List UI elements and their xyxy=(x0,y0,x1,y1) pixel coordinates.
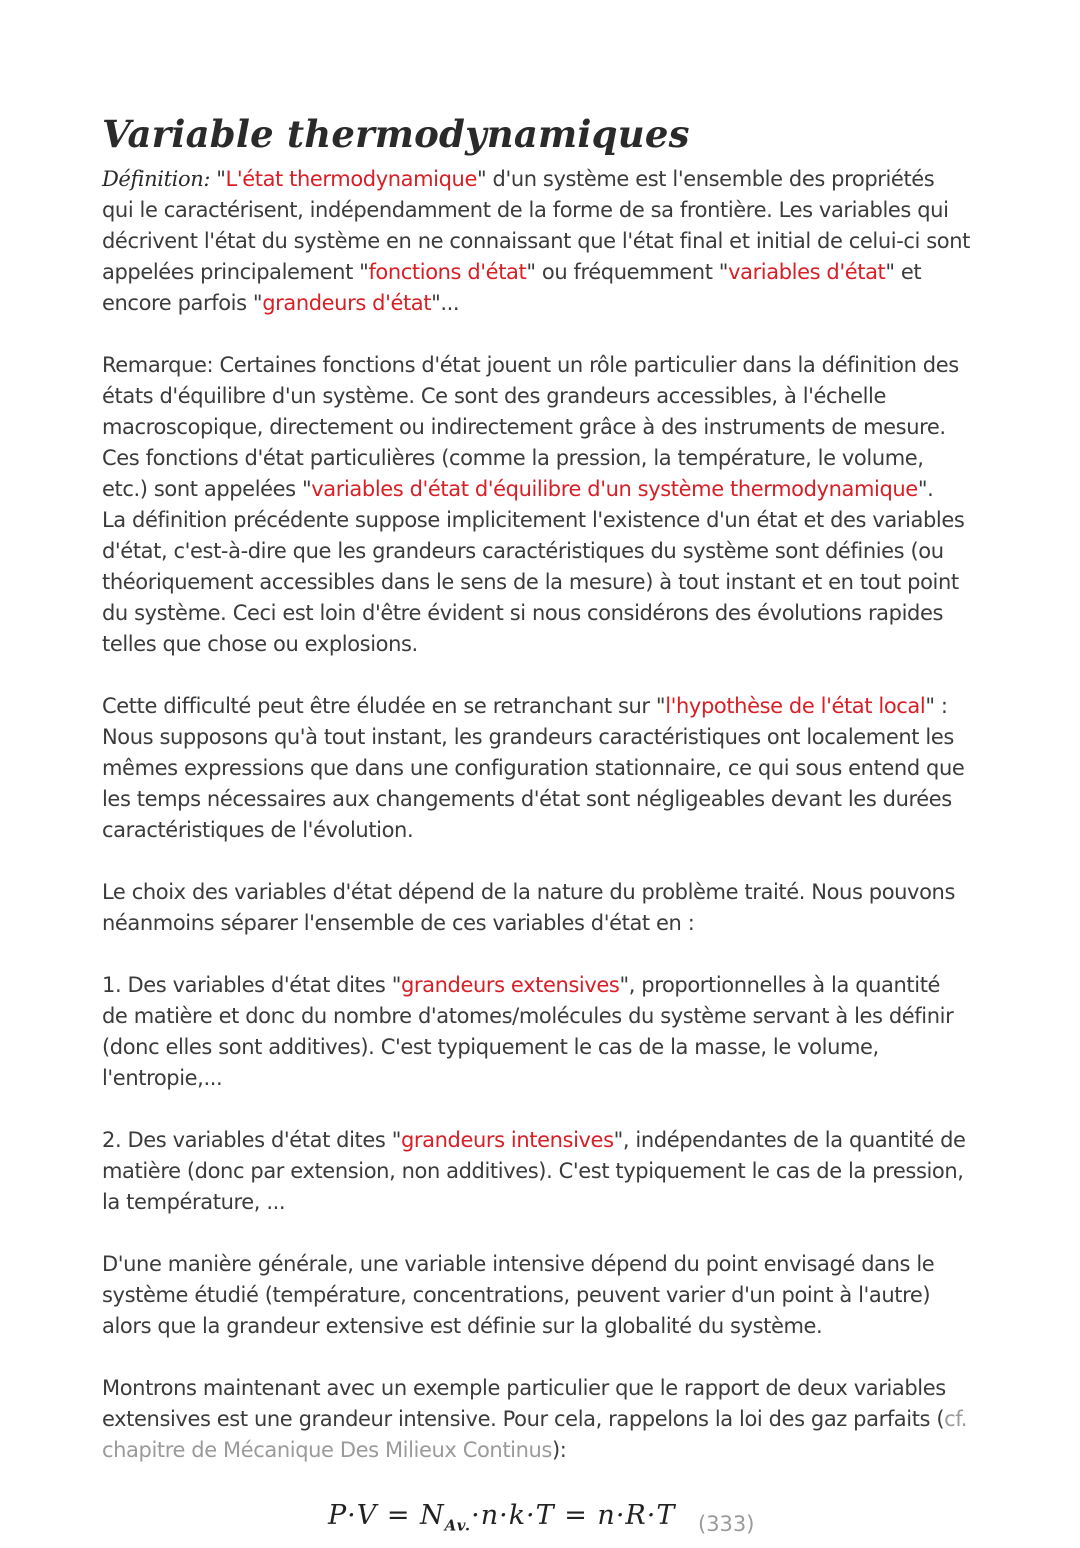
text-span: Cette difficulté peut être éludée en se retranchant sur " xyxy=(102,694,666,718)
text-span: 2. Des variables d'état dites " xyxy=(102,1128,401,1152)
term-grandeurs-etat: grandeurs d'état xyxy=(262,291,432,315)
text-span: "... xyxy=(431,291,460,315)
term-variables-etat: variables d'état xyxy=(728,260,886,284)
text-span: " xyxy=(210,167,226,191)
text-span: ", proportionnelles à la quantité de matière et donc du nombre d'atomes/molécules du système servant à les définir (donc elles sont additives). C'est typiquement le cas de la masse, le volume, l'entropie,... xyxy=(102,973,954,1090)
term-fonctions-etat: fonctions d'état xyxy=(368,260,527,284)
remarque-continuation: La définition précédente suppose implicitement l'existence d'un état et des variables d'état, c'est-à-dire que les grandeurs caractéristiques du système sont définies (ou théoriquement accessibles dans le sens de la mesure) à tout instant et en tout point du système. Ceci est loin d'être évident si nous considérons des évolutions rapides telles que chose ou explosions. xyxy=(102,508,965,656)
definition-paragraph xyxy=(102,164,970,319)
ideal-gas-equation xyxy=(102,1500,970,1548)
remarque-paragraph xyxy=(102,350,970,505)
general-paragraph: D'une manière générale, une variable intensive dépend du point envisagé dans le système étudié (température, concentrations, peuvent varier d'un point à l'autre) alors que la grandeur extensive est définie sur la globalité du système. xyxy=(102,1252,935,1338)
choix-paragraph: Le choix des variables d'état dépend de la nature du problème traité. Nous pouvons néanmoins séparer l'ensemble de ces variables d'état en : xyxy=(102,880,955,935)
equation-formula xyxy=(328,1500,675,1534)
equation-subscript: Av. xyxy=(444,1516,472,1535)
difficulte-paragraph xyxy=(102,691,970,846)
term-etat-thermodynamique: L'état thermodynamique xyxy=(225,167,477,191)
text-span: ", indépendantes de la quantité de matière (donc par extension, non additives). C'est typiquement le cas de la pression, la température, ... xyxy=(102,1128,966,1214)
term-hypothese-etat-local: l'hypothèse de l'état local xyxy=(665,694,926,718)
text-span: ". xyxy=(917,477,934,501)
text-span: ): xyxy=(551,1438,567,1462)
list-item-intensives xyxy=(102,1125,970,1218)
text-span: " ou fréquemment " xyxy=(526,260,729,284)
term-grandeurs-intensives: grandeurs intensives xyxy=(400,1128,614,1152)
montrons-paragraph xyxy=(102,1373,970,1466)
text-span: " et encore parfois " xyxy=(102,260,922,315)
equation-rhs: ·n·k·T = n·R·T xyxy=(471,1500,676,1531)
page-title: Variable thermodynamiques xyxy=(102,112,690,156)
text-span: 1. Des variables d'état dites " xyxy=(102,973,401,997)
text-span: Montrons maintenant avec un exemple particulier que le rapport de deux variables extensives est une grandeur intensive. Pour cela, rappelons la loi des gaz parfaits ( xyxy=(102,1376,946,1431)
equation-number: (333) xyxy=(698,1512,755,1536)
term-grandeurs-extensives: grandeurs extensives xyxy=(400,973,620,997)
text-span: Remarque: Certaines fonctions d'état jouent un rôle particulier dans la définition des états d'équilibre d'un système. Ce sont des grandeurs accessibles, à l'échelle macroscopique, directement ou indirectement grâce à des instruments de mesure. Ces fonctions d'état particulières (comme la pression, la température, le volume, etc.) sont appelées " xyxy=(102,353,959,501)
chapter-reference: cf. chapitre de Mécanique Des Milieux Continus xyxy=(102,1407,968,1462)
equation-lhs: P·V = N xyxy=(328,1500,445,1531)
definition-label: Définition: xyxy=(102,167,210,191)
list-item-extensives xyxy=(102,970,970,1094)
term-variables-equilibre: variables d'état d'équilibre d'un système thermodynamique xyxy=(311,477,918,501)
text-span: " d'un système est l'ensemble des propriétés qui le caractérisent, indépendamment de la forme de sa frontière. Les variables qui décrivent l'état du système en ne connaissant que l'état final et initial de celui-ci sont appelées principalement " xyxy=(102,167,970,284)
text-span: " : Nous supposons qu'à tout instant, les grandeurs caractéristiques ont localement les mêmes expressions que dans une configuration stationnaire, ce qui sous entend que les temps nécessaires aux changements d'état sont négligeables devant les durées caractéristiques de l'évolution. xyxy=(102,694,965,842)
